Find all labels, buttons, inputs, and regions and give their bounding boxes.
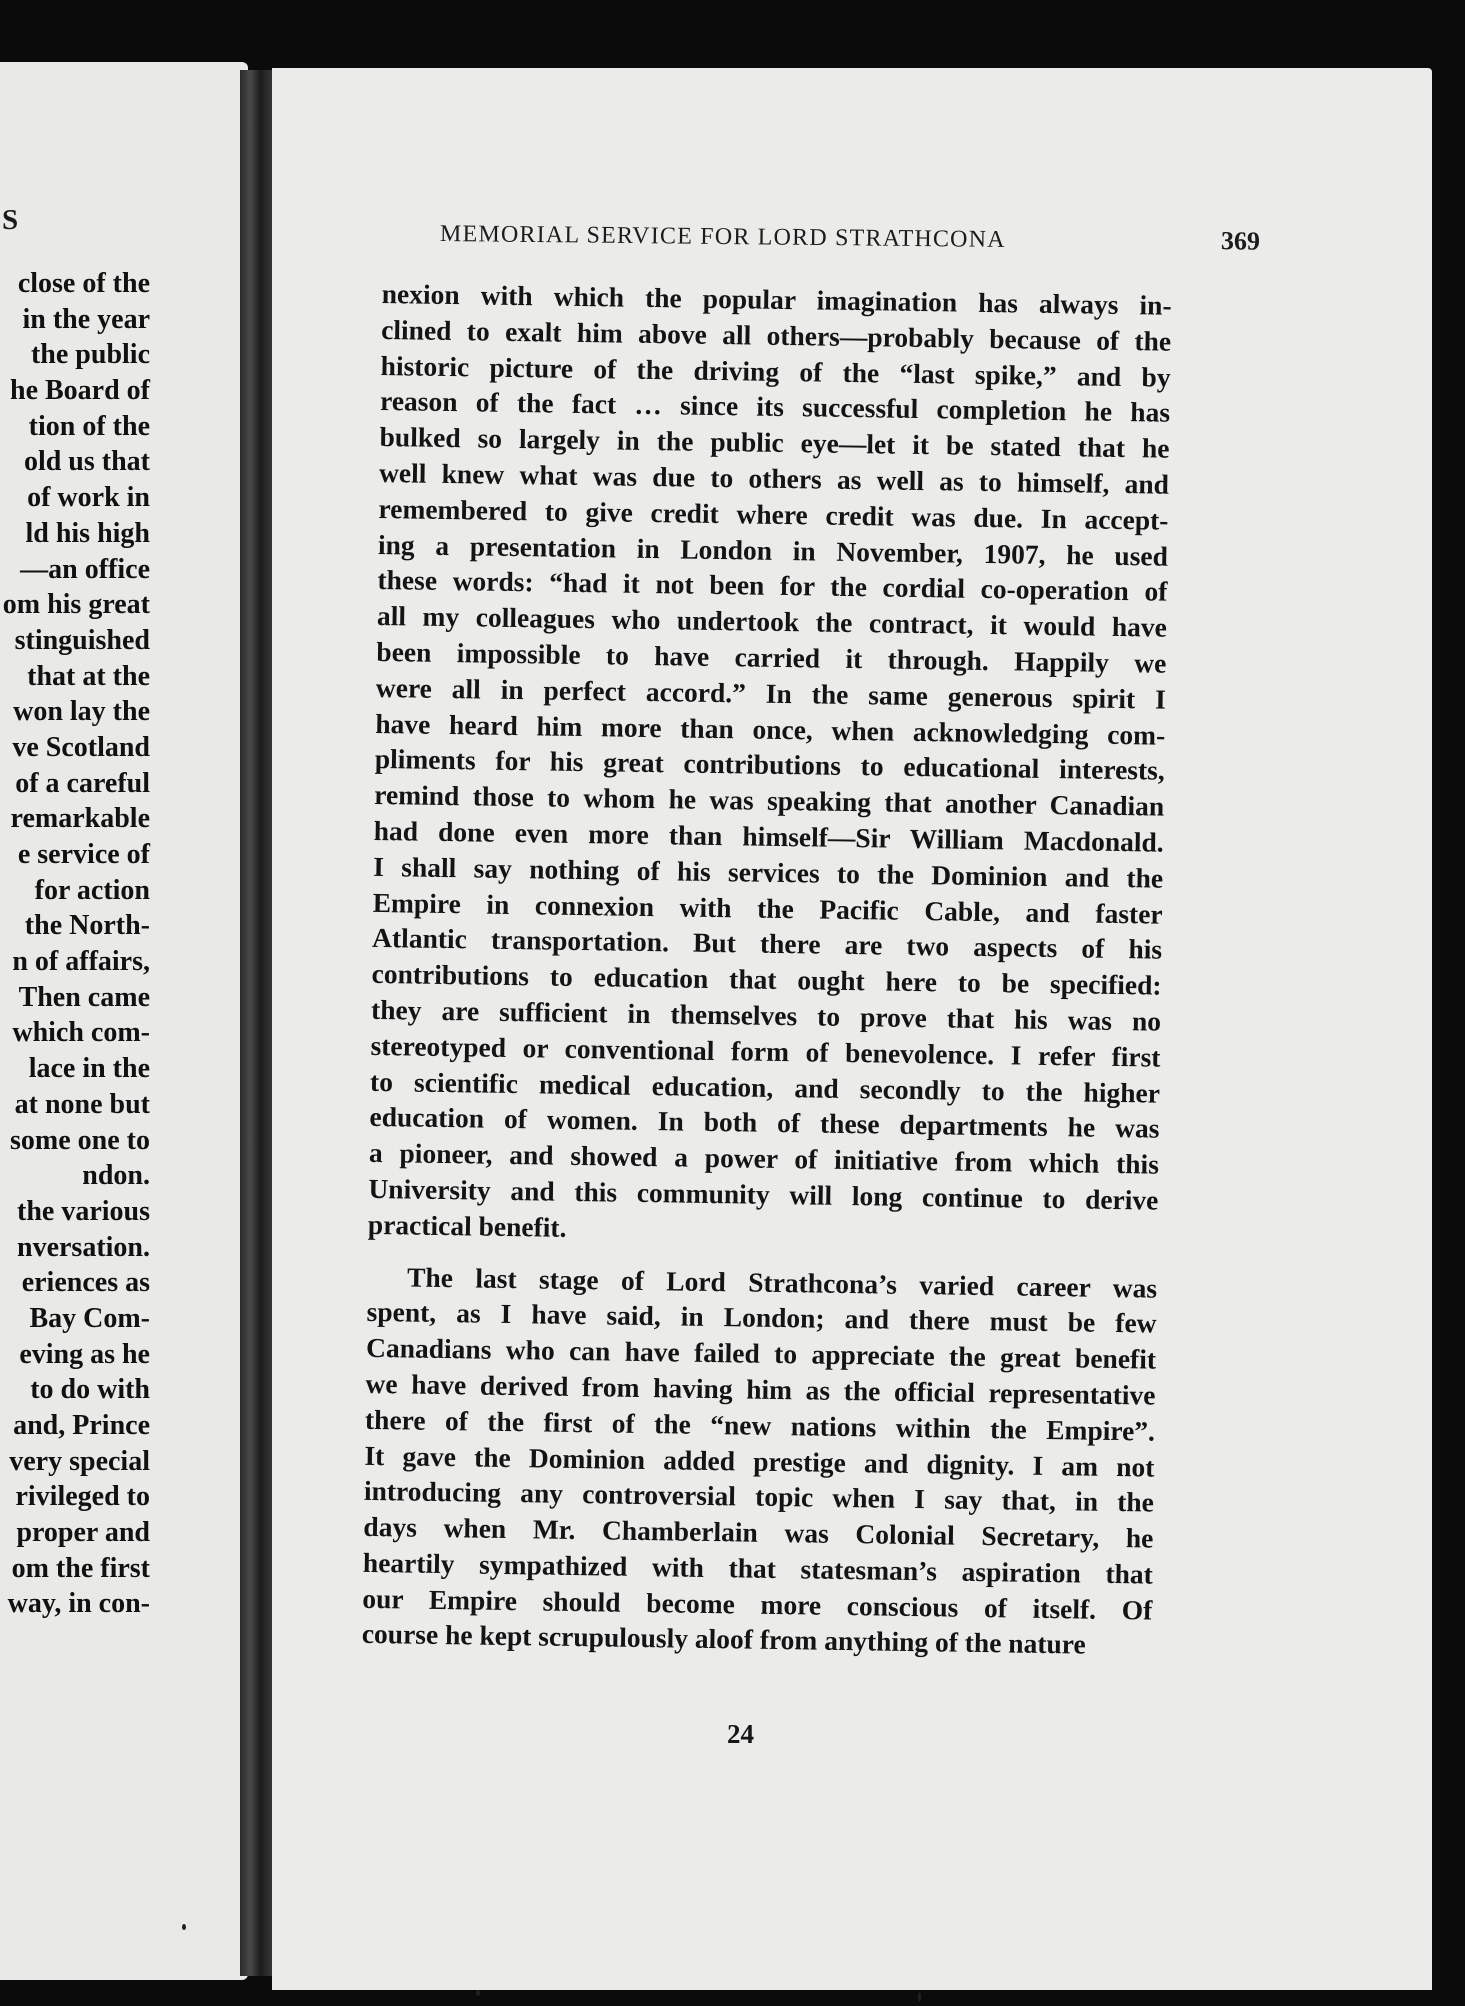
left-text-line: and, Prince xyxy=(13,1410,150,1441)
text-line: to scientific medical education, and secondly to the higher xyxy=(369,1065,1161,1109)
left-text-line: ndon. xyxy=(82,1160,150,1192)
left-text-line: ld his high xyxy=(25,517,150,549)
paragraph-2 xyxy=(362,1258,1158,1663)
page-speck xyxy=(182,1924,186,1930)
text-line: have heard him more than once, when acknowledging com- xyxy=(375,707,1166,751)
left-text-line: of a careful xyxy=(15,767,150,799)
left-text-line: —an office xyxy=(20,553,150,585)
text-line: were all in perfect accord.” In the same generous spirit I xyxy=(375,671,1167,715)
left-text-line: om his great xyxy=(2,589,150,621)
signature-mark: 24 xyxy=(727,1719,754,1749)
left-text-line: some one to xyxy=(10,1124,150,1156)
text-line: ing a presentation in London in November, 1907, he used xyxy=(377,528,1169,572)
left-text-line: the North- xyxy=(24,910,150,942)
left-text-line: to do with xyxy=(30,1374,150,1406)
left-text-line: lace in the xyxy=(28,1053,150,1085)
running-head xyxy=(440,218,1260,257)
left-running-head: S xyxy=(2,204,19,236)
text-line: It gave the Dominion added prestige and dignity. I am not xyxy=(364,1439,1155,1483)
text-line: education of women. In both of these departments he was xyxy=(369,1101,1160,1144)
left-text-line: the public xyxy=(30,339,150,371)
left-text-line: at none but xyxy=(14,1088,150,1120)
text-line: clined to exalt him above all others—probably because of the xyxy=(380,313,1172,357)
text-line: introducing any controversial topic when I say that, in the xyxy=(363,1475,1155,1518)
text-line: pliments for his great contributions to educational interests, xyxy=(374,743,1165,787)
text-line: reason of the fact … since its successful completion he has xyxy=(379,385,1171,429)
text-line: historic picture of the driving of the “last spike,” and by xyxy=(380,349,1171,393)
left-text-line: eving as he xyxy=(19,1338,150,1370)
left-text-line: in the year xyxy=(22,303,150,335)
text-line: these words: “had it not been for the cordial co-operation of xyxy=(377,564,1168,608)
left-page-fragment xyxy=(0,62,248,1980)
left-text-line: eriences as xyxy=(21,1267,150,1299)
left-text-line: old us that xyxy=(23,446,150,478)
left-text-line: which com- xyxy=(12,1017,150,1049)
text-line: University and this community will long continue to derive xyxy=(368,1172,1159,1216)
text-line: we have derived from having him as the official representative xyxy=(365,1367,1156,1411)
text-line: there of the first of the “new nations within the Empire”. xyxy=(364,1403,1156,1447)
text-line: days when Mr. Chamberlain was Colonial Secretary, he xyxy=(363,1510,1154,1554)
text-line: a pioneer, and showed a power of initiative from which this xyxy=(368,1137,1160,1180)
text-line: stereotyped or conventional form of benevolence. I refer first xyxy=(370,1029,1161,1073)
text-line: Empire in connexion with the Pacific Cable, and faster xyxy=(372,886,1163,930)
text-line: spent, as I have said, in London; and there must be few xyxy=(366,1296,1157,1339)
left-text-line: he Board of xyxy=(10,375,150,407)
text-line: contributions to education that ought here to be specified: xyxy=(371,958,1162,1001)
left-text-line: proper and xyxy=(16,1517,150,1549)
page-number: 369 xyxy=(1220,226,1261,256)
text-line: well knew what was due to others as well as to himself, and xyxy=(378,456,1170,500)
left-text-line: of work in xyxy=(27,482,150,514)
page-speck xyxy=(476,1990,480,1996)
left-text-line: e service of xyxy=(17,839,150,870)
text-line: all my colleagues who undertook the contract, it would have xyxy=(376,600,1168,643)
right-page xyxy=(272,68,1432,1990)
text-line: I shall say nothing of his services to the Dominion and the xyxy=(373,850,1164,894)
left-text-line: Then came xyxy=(18,981,150,1013)
text-line: The last stage of Lord Strathcona’s varied career was xyxy=(406,1261,1158,1304)
text-line: they are sufficient in themselves to prove that his was no xyxy=(370,993,1162,1037)
book-gutter xyxy=(240,70,274,1976)
left-text-line: rivileged to xyxy=(15,1481,150,1513)
text-line: been impossible to have carried it through. Happily we xyxy=(376,635,1167,679)
text-line: remind those to whom he was speaking that another Canadian xyxy=(374,779,1165,822)
text-line: practical benefit. xyxy=(367,1208,567,1243)
left-text-line: nversation. xyxy=(17,1231,150,1263)
left-text-line: won lay the xyxy=(13,696,150,728)
left-text-line: remarkable xyxy=(10,803,150,835)
left-text-line: that at the xyxy=(27,660,150,692)
text-line: had done even more than himself—Sir William Macdonald. xyxy=(373,814,1164,858)
left-text-line: for action xyxy=(34,874,150,906)
text-line: course he kept scrupulously aloof from anything of the nature xyxy=(361,1618,1086,1661)
left-text-line: tion of the xyxy=(28,410,150,442)
paragraph-1 xyxy=(368,276,1172,1254)
left-text-line: the various xyxy=(17,1195,150,1227)
page-speck xyxy=(918,1992,921,2002)
left-text-line: om the first xyxy=(11,1552,150,1584)
left-text-line: n of affairs, xyxy=(12,946,150,978)
left-text-line: stinguished xyxy=(14,624,150,656)
left-page-text xyxy=(0,266,150,1622)
running-head-title: MEMORIAL SERVICE FOR LORD STRATHCONA xyxy=(439,221,1006,253)
left-text-line: ve Scotland xyxy=(12,731,150,763)
text-line: remembered to give credit where credit was due. In accept- xyxy=(378,492,1169,536)
text-line: nexion with which the popular imagination has always in- xyxy=(381,277,1172,321)
text-line: heartily sympathized with that statesman’s aspiration that xyxy=(362,1546,1154,1590)
left-text-line: way, in con- xyxy=(7,1588,150,1620)
left-text-line: Bay Com- xyxy=(29,1302,150,1334)
left-text-line: very special xyxy=(9,1445,150,1477)
text-line: Canadians who can have failed to appreciate the great benefit xyxy=(365,1331,1157,1375)
left-text-line: close of the xyxy=(17,268,150,299)
text-line: Atlantic transportation. But there are two aspects of his xyxy=(371,922,1163,965)
text-line: bulked so largely in the public eye—let it be stated that he xyxy=(379,421,1170,464)
text-line: our Empire should become more conscious of itself. Of xyxy=(362,1582,1153,1626)
body-text xyxy=(362,276,1172,1664)
